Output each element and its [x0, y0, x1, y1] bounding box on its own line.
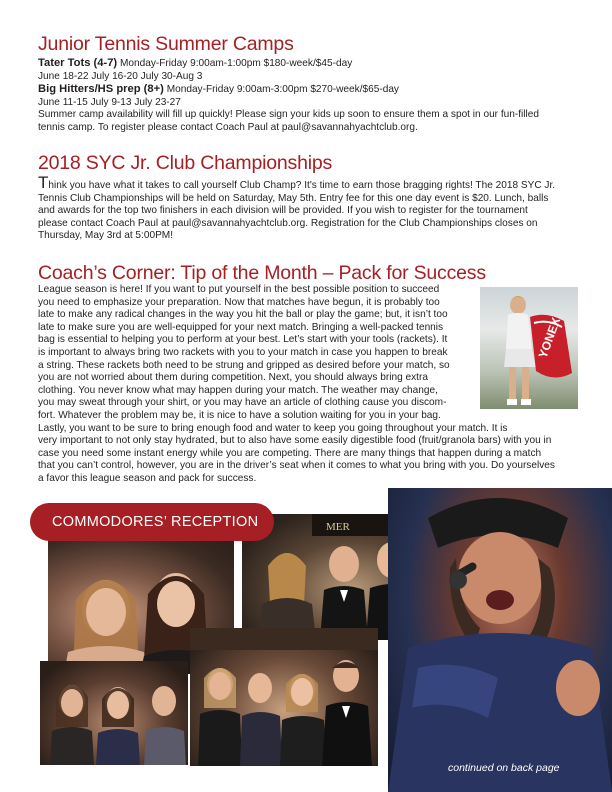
coach-text-wide: [38, 423, 578, 486]
coach-line: case you need some instant energy while you are competing. There are many things that happen during a match: [38, 447, 542, 459]
coach-line: that you can’t control, however, you are in the driver’s seat when it comes to what you bring with you. Do yourselves: [38, 460, 555, 472]
tennis-player-photo: [480, 287, 578, 409]
sign-text: MER: [326, 521, 350, 533]
camps-note-line: tennis camp. To register please contact Coach Paul at paul@savannahyachtclub.org.: [38, 121, 418, 133]
coach-line: late to make any radical changes in the way you hit the ball or play the game; but, it isn’t too: [38, 309, 448, 321]
coach-line: a favor this league season and pack for success.: [38, 472, 257, 484]
tater-tots-dates: June 18-22 July 16-20 July 30-Aug 3: [38, 70, 203, 82]
championships-line-text: hink you have what it takes to call yourself Club Champ? It's time to earn those bragging rights! The 2018 SYC Jr.: [48, 180, 556, 191]
drop-cap: T: [38, 173, 49, 192]
reception-banner: COMMODORES’ RECEPTION: [30, 503, 274, 541]
championships-line: please contact Coach Paul at paul@savannahyachtclub.org. Registration for the Club Championships closes on: [38, 217, 538, 229]
reception-photo-three-women: [40, 661, 188, 765]
coach-line: you are not worried about them during competition. Next, you should always bring extra: [38, 372, 428, 384]
camps-title: Junior Tennis Summer Camps: [38, 33, 294, 55]
tater-tots-line: [38, 57, 578, 71]
coach-line: Lastly, you want to be sure to bring enough food and water to keep you going throughout your match. It is: [38, 422, 508, 434]
bag-brand-text: YONEX: [535, 315, 564, 361]
big-hitters-dates: June 11-15 July 9-13 July 23-27: [38, 96, 181, 108]
camps-note-line: Summer camp availability will fill up quickly! Please sign your kids up soon to ensure them a spot in our fun-filled: [38, 109, 539, 121]
coach-line: you may sweat through your shirt, or you may have an article of clothing cause you discom-: [38, 397, 447, 409]
coach-corner-title: Coach’s Corner: Tip of the Month – Pack for Success: [38, 262, 486, 284]
coach-line: very important to not only stay hydrated, but to also have some easily digestible food (fruit/granola bars) with you in: [38, 435, 552, 447]
coach-line: fort. Whatever the problem may be, it is nice to have a solution waiting for you in your bag.: [38, 409, 441, 421]
coach-line: you need to emphasize your preparation. Now that matches have begun, it is probably too: [38, 296, 440, 308]
championships-line: and awards for the top two finishers in each division will be provided. If you wish to register for the tournament: [38, 205, 528, 217]
tennis-player-illustration: [480, 287, 578, 409]
championships-body: [38, 173, 578, 243]
coach-line: bag is essential to helping you to perform at your best. Let’s start with your tools (rackets). It: [38, 334, 448, 346]
camps-body: [38, 57, 578, 135]
coach-line: late to make sure you are well-equipped for your next match. Bringing a well-packed tennis: [38, 321, 444, 333]
championships-line: Thursday, May 3rd at 5:00PM!: [38, 230, 174, 242]
big-hitters-line: [38, 83, 578, 97]
singer-photo: [388, 488, 612, 792]
big-hitters-schedule: Monday-Friday 9:00am-3:00pm $270-week/$65-day: [163, 84, 399, 96]
coach-line: League season is here! If you want to put yourself in the best possible position to succeed: [38, 284, 440, 295]
coach-line: a string. These rackets both need to be strung and gripped as desired before your match, so: [38, 359, 450, 371]
tater-tots-schedule: Monday-Friday 9:00am-1:00pm $180-week/$45-day: [117, 58, 353, 69]
championships-line: [38, 173, 578, 193]
championships-line: Tennis Club Championships will be held on Saturday, May 5th. Entry fee for this one day event is $20. Lunch, balls: [38, 192, 549, 204]
coach-line: clothing. You never know what may happen during your match. The weather may change,: [38, 384, 438, 396]
championships-title: 2018 SYC Jr. Club Championships: [38, 152, 333, 174]
big-hitters-label: Big Hitters/HS prep (8+): [38, 83, 164, 96]
continued-caption: continued on back page: [448, 762, 560, 774]
reception-photo-friends: [190, 628, 378, 766]
tater-tots-label: Tater Tots (4-7): [38, 57, 118, 69]
coach-line: is important to always bring two rackets with you to your match in case you happen to break: [38, 346, 448, 358]
